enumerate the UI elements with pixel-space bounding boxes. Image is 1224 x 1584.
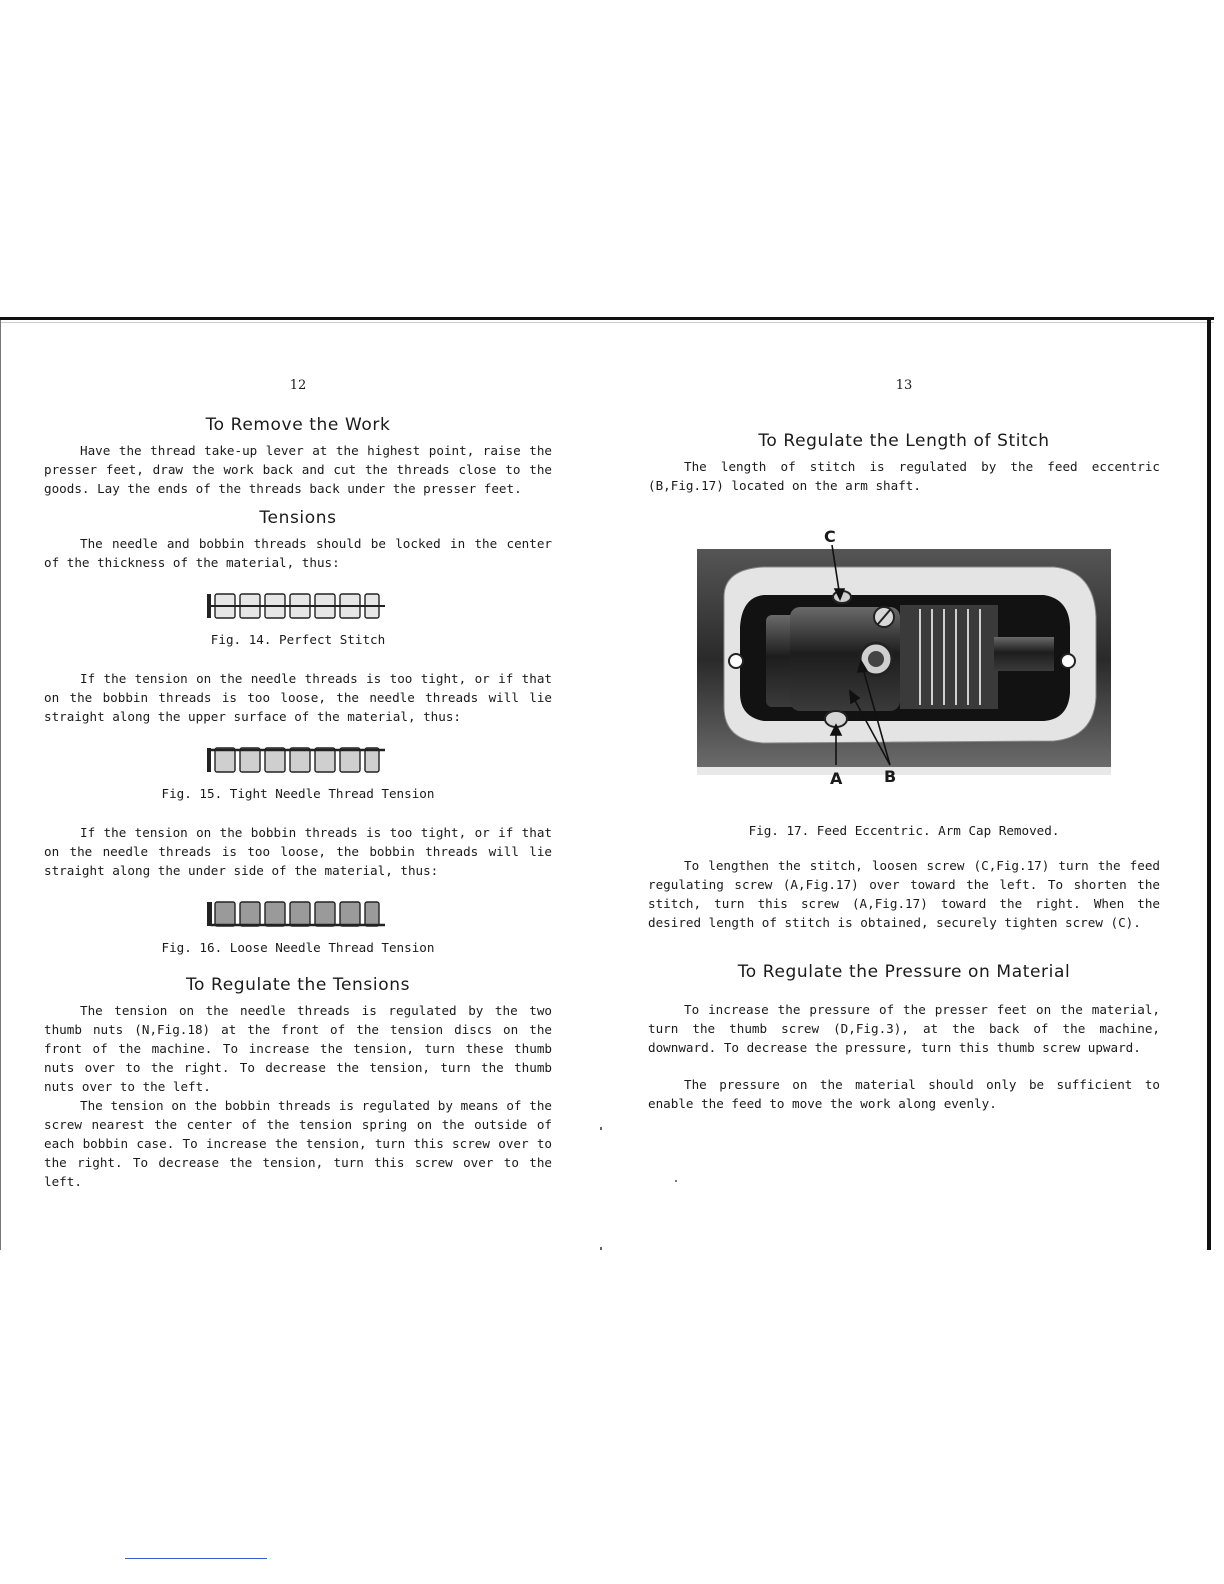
fig14-perfect-stitch-diagram	[205, 592, 391, 624]
tensions-intro: The needle and bobbin threads should be locked in the center of the thickness of the material, thus:	[44, 536, 552, 570]
fig17-photo	[694, 527, 1114, 797]
spread-top-rule-shadow	[0, 322, 1214, 323]
fig15-caption: Fig. 15. Tight Needle Thread Tension	[161, 786, 435, 801]
label-a: A	[830, 769, 843, 788]
page-number: 12	[289, 378, 307, 393]
stitch-length-instructions: To lengthen the stitch, loosen screw (C,Fig.17) turn the feed regulating screw (A,Fig.17) over toward the left. To shorten the stitch, turn this screw (A,Fig.17) toward the right. When the desired length of stitch is obtained, securely tighten screw (C).	[648, 858, 1160, 930]
remove-work-text: Have the thread take-up lever at the highest point, raise the presser feet, draw the work back and cut the threads close to the goods. Lay the ends of the threads back under the presser feet.	[44, 443, 552, 496]
left-page-edge	[0, 320, 1, 1250]
right-page	[648, 378, 1160, 1113]
gutter-mark	[600, 1247, 602, 1250]
fig17-caption: Fig. 17. Feed Eccentric. Arm Cap Removed.	[748, 823, 1060, 838]
stitch-length-intro: The length of stitch is regulated by the feed eccentric (B,Fig.17) located on the arm shaft.	[648, 459, 1160, 493]
regulate-tensions-para2: The tension on the bobbin threads is regulated by means of the screw nearest the center of the tension spring on the outside of each bobbin case. To increase the tension, turn this screw over to the right. To decrease the tension, turn this screw over to the left.	[44, 1098, 552, 1189]
fig14-caption: Fig. 14. Perfect Stitch	[210, 632, 386, 647]
regulate-tensions-para1: The tension on the needle threads is regulated by the two thumb nuts (N,Fig.18) at the front of the tension discs on the front of the machine. To increase the tension, turn these thumb nuts over to the right. To decrease the tension, turn the thumb nuts over to the left.	[44, 1003, 552, 1094]
pressure-para2: The pressure on the material should only be sufficient to enable the feed to move the work along evenly.	[648, 1077, 1160, 1111]
heading-remove-work: To Remove the Work	[205, 415, 391, 435]
heading-stitch-length: To Regulate the Length of Stitch	[758, 431, 1050, 451]
fig16-caption: Fig. 16. Loose Needle Thread Tension	[161, 940, 435, 955]
fig15-tight-tension-diagram	[205, 746, 391, 778]
left-page	[44, 378, 552, 1191]
loose-tension-text: If the tension on the bobbin threads is too tight, or if that on the needle threads is too loose, the bobbin threads will lie straight along the under side of the material, thus:	[44, 825, 552, 878]
gutter-mark	[600, 1127, 602, 1130]
right-page-edge	[1207, 320, 1211, 1250]
fig16-loose-tension-diagram	[205, 900, 391, 932]
heading-pressure: To Regulate the Pressure on Material	[737, 962, 1071, 982]
label-b: B	[884, 767, 897, 786]
label-c: C	[824, 527, 836, 546]
scan-speck	[675, 1180, 677, 1182]
spread-top-rule	[0, 317, 1214, 320]
tight-tension-text: If the tension on the needle threads is too tight, or if that on the bobbin threads is too loose, the needle threads will lie straight along the upper surface of the material, thus:	[44, 671, 552, 724]
heading-tensions: Tensions	[259, 508, 337, 528]
footer-link-underline[interactable]	[125, 1558, 267, 1559]
feed-eccentric-photo-illustration	[694, 537, 1114, 797]
page-number: 13	[895, 378, 913, 393]
pressure-para1: To increase the pressure of the presser feet on the material, turn the thumb screw (D,Fig.3), at the back of the machine, downward. To decrease the pressure, turn this thumb screw upward.	[648, 1002, 1160, 1055]
heading-regulate-tensions: To Regulate the Tensions	[185, 975, 411, 995]
